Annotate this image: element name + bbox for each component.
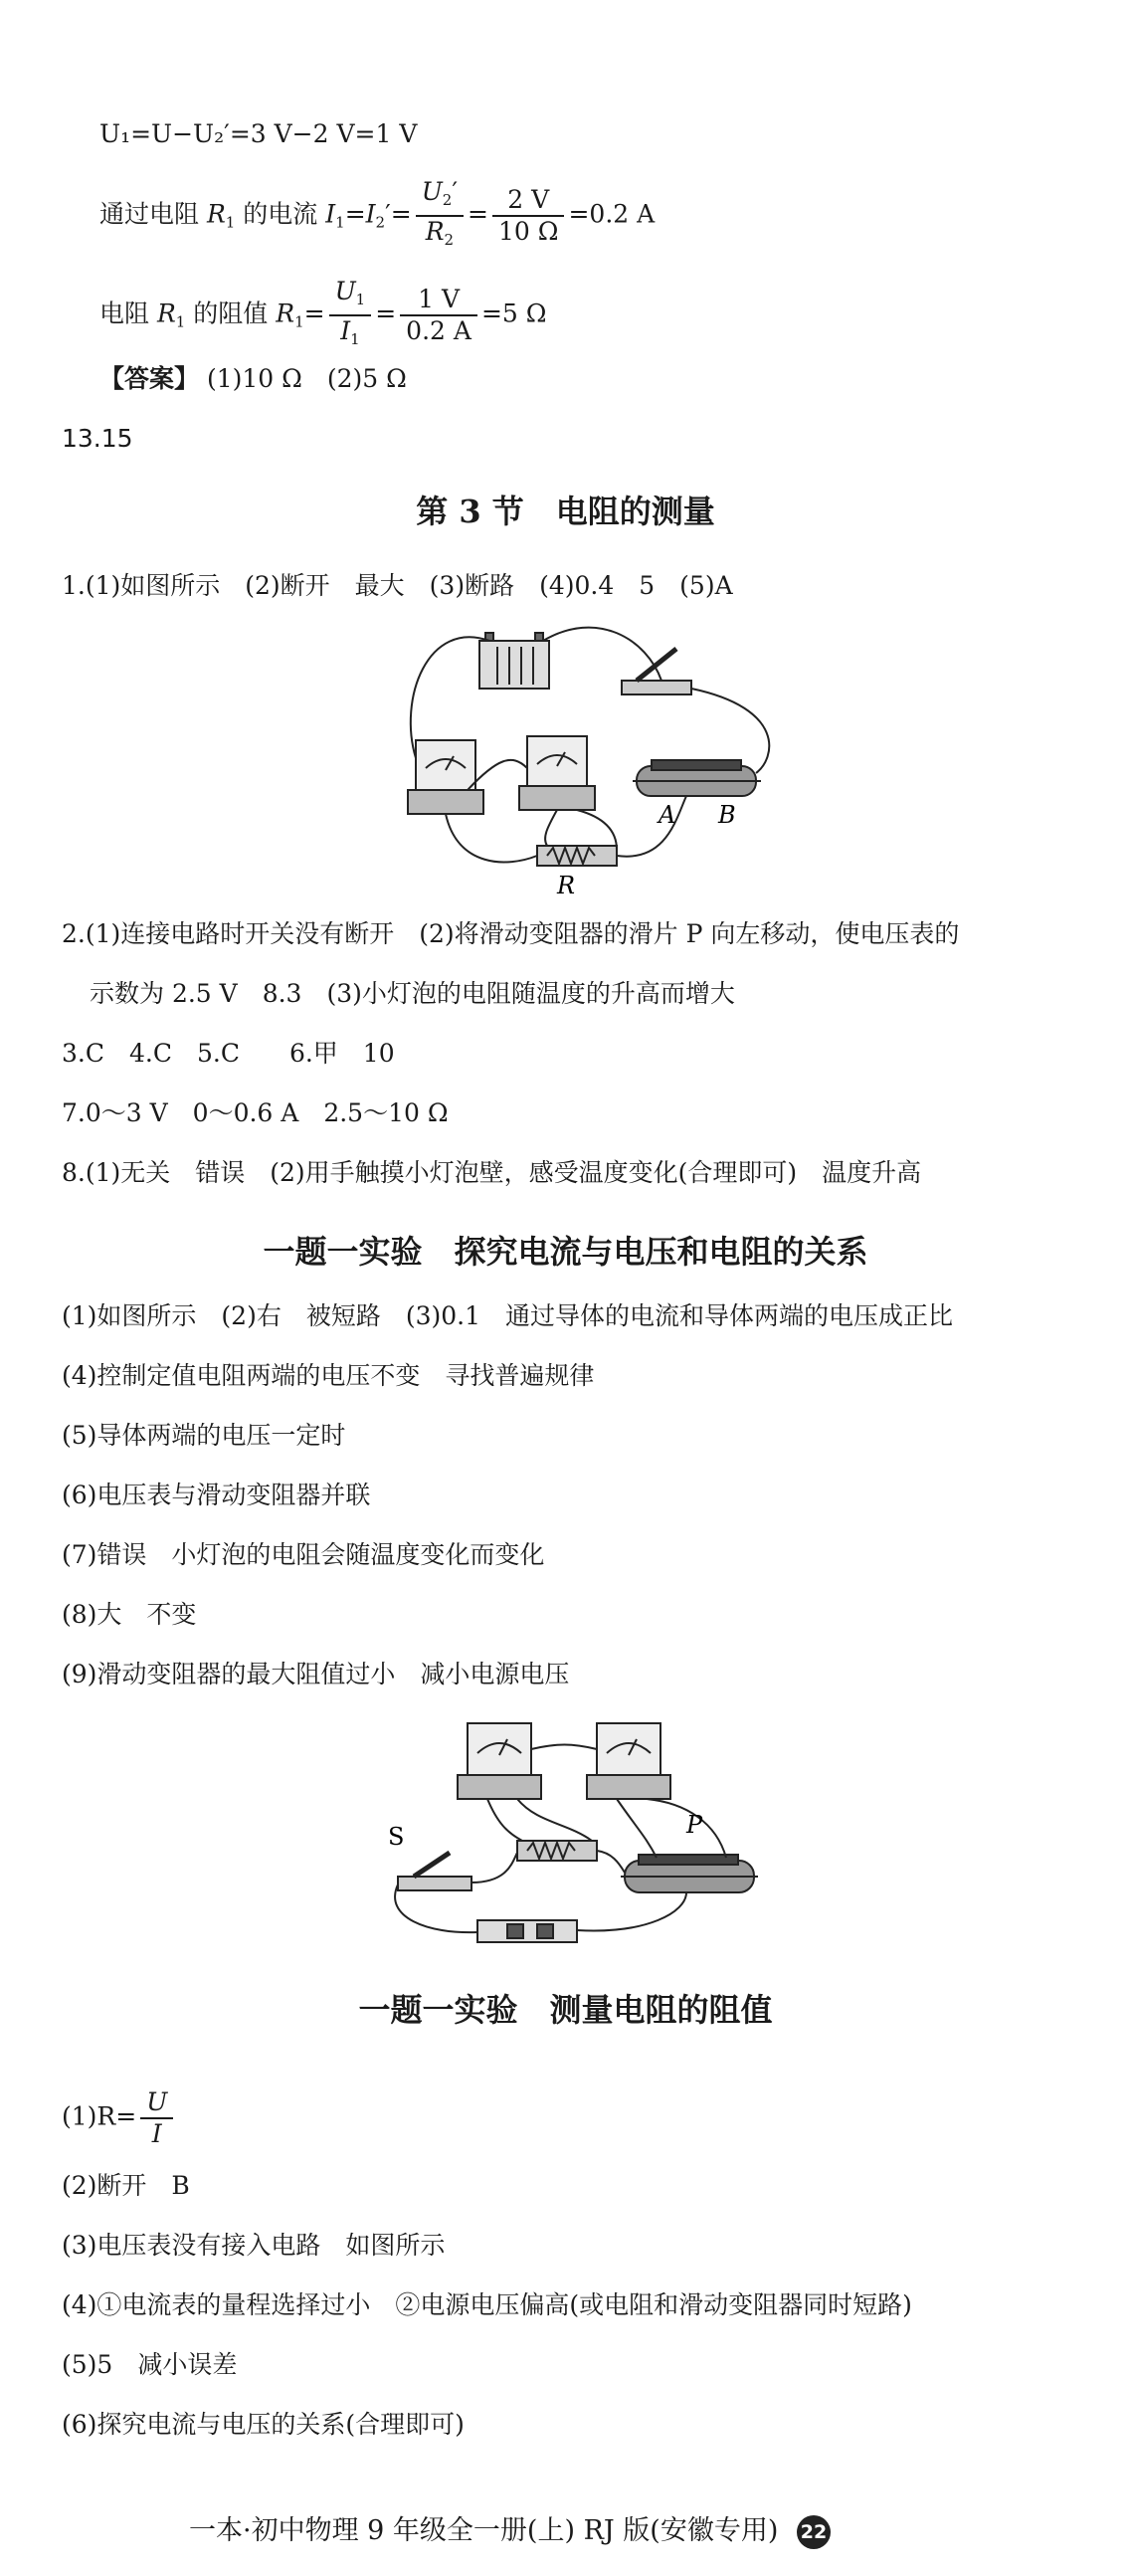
s2-item-9: (9)滑动变阻器的最大阻值过小 减小电源电压 (62, 1660, 570, 1688)
s3-item-1: (1)R= $\frac{U}{I}$ (62, 2087, 177, 2149)
answer-label: 【答案】 (99, 364, 200, 393)
fig1-label-a: A (659, 801, 676, 829)
s2-item-7: (7)错误 小灯泡的电阻会随温度变化而变化 (62, 1540, 545, 1569)
fig2-label-p: P (686, 1811, 703, 1839)
s2-item-8: (8)大 不变 (62, 1600, 197, 1629)
footer-text: 一本·初中物理 9 年级全一册(上) RJ 版(安徽专用) (189, 2515, 779, 2546)
fig1-label-r: R (557, 872, 576, 897)
s3-item-2: (2)断开 B (62, 2171, 190, 2200)
answer-line (99, 362, 407, 396)
s2-item-5: (5)导体两端的电压一定时 (62, 1421, 346, 1450)
equation-current-r1: 通过电阻 $R_1$ 的电流 $I_1=I_2'=$ $\frac{U_2'}{R_2}$ = $\frac{2 V}{10 \Omega}$ =0.2 A (99, 177, 656, 249)
s3-item-5: (5)5 减小误差 (62, 2350, 238, 2379)
fig1-label-b: B (718, 801, 736, 829)
s3-item-4: (4)①电流表的量程选择过小 ②电源电压偏高(或电阻和滑动变阻器同时短路) (62, 2290, 912, 2319)
question-2-line-2: 示数为 2.5 V 8.3 (3)小灯泡的电阻随温度的升高而增大 (90, 979, 735, 1008)
answer-text: (1)10 Ω (2)5 Ω (206, 364, 407, 393)
question-2-line-1: 2.(1)连接电路时开关没有断开 (2)将滑动变阻器的滑片 P 向左移动，使电压表的 (62, 919, 960, 948)
question-8: 8.(1)无关 错误 (2)用手触摸小灯泡壁，感受温度变化(合理即可) 温度升高 (62, 1158, 922, 1187)
page-number-badge: 22 (797, 2515, 831, 2549)
equation-resistance-r1: 电阻 $R_1$ 的阻值 $R_1=$ $\frac{U_1}{I_1}$ = $\frac{1 V}{0.2 A}$ =5 Ω (99, 277, 547, 348)
section-title-measure-resistance: 一题一实验 测量电阻的阻值 (358, 1991, 773, 2029)
fig2-label-s: S (388, 1823, 405, 1851)
s2-item-4: (4)控制定值电阻两端的电压不变 寻找普遍规律 (62, 1361, 595, 1390)
item-13: 13.15 (62, 424, 133, 453)
s3-item-6: (6)探究电流与电压的关系(合理即可) (62, 2410, 465, 2439)
s3-item-3: (3)电压表没有接入电路 如图所示 (62, 2231, 446, 2260)
page-footer (189, 2513, 831, 2549)
section-title-current-voltage-resistance: 一题一实验 探究电流与电压和电阻的关系 (263, 1233, 868, 1271)
question-7: 7.0～3 V 0～0.6 A 2.5～10 Ω (62, 1098, 449, 1127)
question-3-6: 3.C 4.C 5.C 6.甲 10 (62, 1039, 395, 1068)
circuit-figure-1 (398, 619, 786, 897)
equation-u1: U₁=U−U₂′=3 V−2 V=1 V (99, 119, 418, 148)
s2-item-1: (1)如图所示 (2)右 被短路 (3)0.1 通过导体的电流和导体两端的电压成正比 (62, 1301, 953, 1330)
question-1: 1.(1)如图所示 (2)断开 最大 (3)断路 (4)0.4 5 (5)A (62, 571, 733, 600)
s2-item-6: (6)电压表与滑动变阻器并联 (62, 1481, 371, 1509)
circuit-figure-2 (388, 1713, 786, 1952)
section-title-resistance-measurement: 第 3 节 电阻的测量 (416, 493, 715, 530)
